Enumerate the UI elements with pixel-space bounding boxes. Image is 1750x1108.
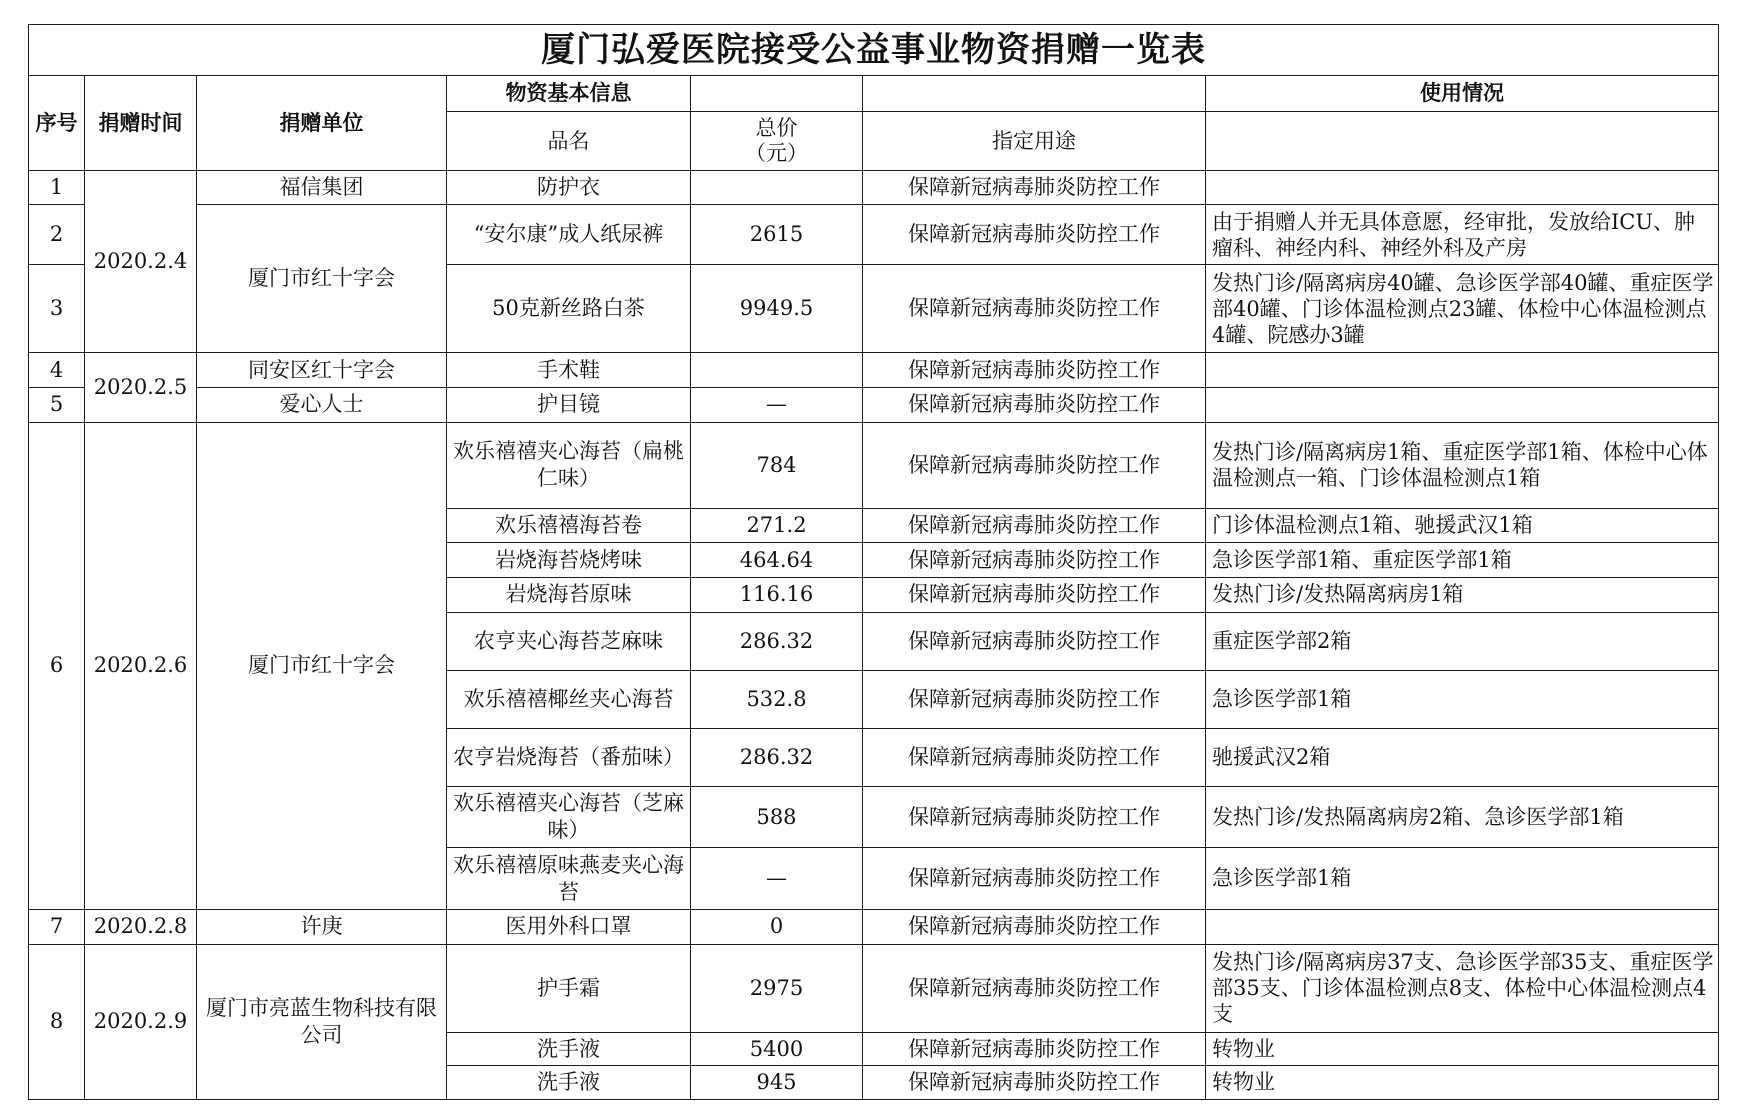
cell-price: 532.8 [691, 670, 863, 728]
cell-price: 464.64 [691, 543, 863, 578]
header-usage-blank [1206, 112, 1719, 171]
cell-usage: 转物业 [1206, 1066, 1719, 1100]
cell-usage: 驰援武汉2箱 [1206, 728, 1719, 786]
cell-usage: 由于捐赠人并无具体意愿，经审批，发放给ICU、肿瘤科、神经内科、神经外科及产房 [1206, 204, 1719, 264]
cell-item: 岩烧海苔烧烤味 [447, 543, 691, 578]
cell-usage: 门诊体温检测点1箱、驰援武汉1箱 [1206, 508, 1719, 543]
header-material-info: 物资基本信息 [447, 76, 691, 112]
cell-seq: 7 [29, 909, 85, 944]
header-total-price: 总价 （元） [691, 112, 863, 171]
cell-usage: 发热门诊/发热隔离病房1箱 [1206, 578, 1719, 613]
cell-date: 2020.2.9 [85, 944, 197, 1099]
cell-donor: 厦门市红十字会 [197, 422, 447, 909]
table-title: 厦门弘爱医院接受公益事业物资捐赠一览表 [29, 25, 1719, 76]
cell-price [691, 353, 863, 388]
cell-donor: 福信集团 [197, 171, 447, 205]
cell-item: 欢乐禧禧椰丝夹心海苔 [447, 670, 691, 728]
cell-usage: 发热门诊/隔离病房40罐、急诊医学部40罐、重症医学部40罐、门诊体温检测点23罐、体检中心体温检测点4罐、院感办3罐 [1206, 265, 1719, 353]
cell-price: 2615 [691, 204, 863, 264]
cell-purpose: 保障新冠病毒肺炎防控工作 [863, 171, 1206, 205]
cell-item: 农亨夹心海苔芝麻味 [447, 612, 691, 670]
cell-item: 欢乐禧禧原味燕麦夹心海苔 [447, 848, 691, 909]
cell-price: 0 [691, 909, 863, 944]
cell-price: 945 [691, 1066, 863, 1100]
cell-usage: 转物业 [1206, 1032, 1719, 1066]
cell-item: 50克新丝路白茶 [447, 265, 691, 353]
cell-usage: 急诊医学部1箱、重症医学部1箱 [1206, 543, 1719, 578]
cell-price: 588 [691, 786, 863, 847]
cell-usage [1206, 388, 1719, 423]
table-row [29, 204, 1719, 264]
cell-seq: 6 [29, 422, 85, 909]
header-blank [863, 76, 1206, 112]
cell-date: 2020.2.5 [85, 353, 197, 422]
cell-usage: 发热门诊/隔离病房1箱、重症医学部1箱、体检中心体温检测点一箱、门诊体温检测点1箱 [1206, 422, 1719, 508]
table-row [29, 171, 1719, 205]
cell-usage [1206, 909, 1719, 944]
cell-purpose: 保障新冠病毒肺炎防控工作 [863, 508, 1206, 543]
cell-purpose: 保障新冠病毒肺炎防控工作 [863, 1066, 1206, 1100]
cell-donor: 爱心人士 [197, 388, 447, 423]
cell-usage: 发热门诊/发热隔离病房2箱、急诊医学部1箱 [1206, 786, 1719, 847]
cell-purpose: 保障新冠病毒肺炎防控工作 [863, 612, 1206, 670]
table-row [29, 388, 1719, 423]
cell-donor: 厦门市亮蓝生物科技有限公司 [197, 944, 447, 1099]
header-donor: 捐赠单位 [197, 76, 447, 171]
cell-purpose: 保障新冠病毒肺炎防控工作 [863, 353, 1206, 388]
cell-seq: 3 [29, 265, 85, 353]
cell-item: 护目镜 [447, 388, 691, 423]
cell-item: “安尔康”成人纸尿裤 [447, 204, 691, 264]
cell-price: 286.32 [691, 612, 863, 670]
cell-price: 9949.5 [691, 265, 863, 353]
cell-item: 防护衣 [447, 171, 691, 205]
cell-purpose: 保障新冠病毒肺炎防控工作 [863, 388, 1206, 423]
cell-date: 2020.2.8 [85, 909, 197, 944]
cell-purpose: 保障新冠病毒肺炎防控工作 [863, 265, 1206, 353]
cell-price: — [691, 388, 863, 423]
cell-date: 2020.2.6 [85, 422, 197, 909]
cell-purpose: 保障新冠病毒肺炎防控工作 [863, 728, 1206, 786]
cell-item: 洗手液 [447, 1066, 691, 1100]
cell-purpose: 保障新冠病毒肺炎防控工作 [863, 670, 1206, 728]
cell-usage [1206, 171, 1719, 205]
cell-item: 岩烧海苔原味 [447, 578, 691, 613]
cell-donor: 厦门市红十字会 [197, 204, 447, 353]
cell-seq: 5 [29, 388, 85, 423]
cell-item: 农亨岩烧海苔（番茄味） [447, 728, 691, 786]
cell-price: 271.2 [691, 508, 863, 543]
cell-item: 手术鞋 [447, 353, 691, 388]
cell-usage [1206, 353, 1719, 388]
cell-purpose: 保障新冠病毒肺炎防控工作 [863, 909, 1206, 944]
cell-purpose: 保障新冠病毒肺炎防控工作 [863, 786, 1206, 847]
cell-usage: 急诊医学部1箱 [1206, 848, 1719, 909]
cell-item: 欢乐禧禧夹心海苔（扁桃仁味） [447, 422, 691, 508]
cell-price: 116.16 [691, 578, 863, 613]
cell-donor: 同安区红十字会 [197, 353, 447, 388]
cell-purpose: 保障新冠病毒肺炎防控工作 [863, 422, 1206, 508]
cell-purpose: 保障新冠病毒肺炎防控工作 [863, 848, 1206, 909]
cell-seq: 8 [29, 944, 85, 1099]
cell-purpose: 保障新冠病毒肺炎防控工作 [863, 543, 1206, 578]
cell-purpose: 保障新冠病毒肺炎防控工作 [863, 578, 1206, 613]
header-item-name: 品名 [447, 112, 691, 171]
cell-seq: 4 [29, 353, 85, 388]
table-row [29, 353, 1719, 388]
cell-donor: 许庚 [197, 909, 447, 944]
cell-purpose: 保障新冠病毒肺炎防控工作 [863, 1032, 1206, 1066]
cell-price: — [691, 848, 863, 909]
cell-date: 2020.2.4 [85, 171, 197, 353]
cell-item: 护手霜 [447, 944, 691, 1032]
header-purpose: 指定用途 [863, 112, 1206, 171]
cell-usage: 重症医学部2箱 [1206, 612, 1719, 670]
cell-item: 欢乐禧禧海苔卷 [447, 508, 691, 543]
cell-item: 医用外科口罩 [447, 909, 691, 944]
cell-price: 5400 [691, 1032, 863, 1066]
header-blank [691, 76, 863, 112]
cell-purpose: 保障新冠病毒肺炎防控工作 [863, 944, 1206, 1032]
header-donation-time: 捐赠时间 [85, 76, 197, 171]
cell-price [691, 171, 863, 205]
cell-usage: 急诊医学部1箱 [1206, 670, 1719, 728]
cell-purpose: 保障新冠病毒肺炎防控工作 [863, 204, 1206, 264]
table-row [29, 909, 1719, 944]
table-row [29, 944, 1719, 1032]
cell-seq: 1 [29, 171, 85, 205]
donation-table [28, 24, 1719, 1100]
cell-item: 洗手液 [447, 1032, 691, 1066]
cell-price: 286.32 [691, 728, 863, 786]
header-seq: 序号 [29, 76, 85, 171]
header-usage: 使用情况 [1206, 76, 1719, 112]
table-row [29, 422, 1719, 508]
cell-seq: 2 [29, 204, 85, 264]
cell-usage: 发热门诊/隔离病房37支、急诊医学部35支、重症医学部35支、门诊体温检测点8支、体检中心体温检测点4支 [1206, 944, 1719, 1032]
cell-item: 欢乐禧禧夹心海苔（芝麻味） [447, 786, 691, 847]
cell-price: 2975 [691, 944, 863, 1032]
cell-price: 784 [691, 422, 863, 508]
